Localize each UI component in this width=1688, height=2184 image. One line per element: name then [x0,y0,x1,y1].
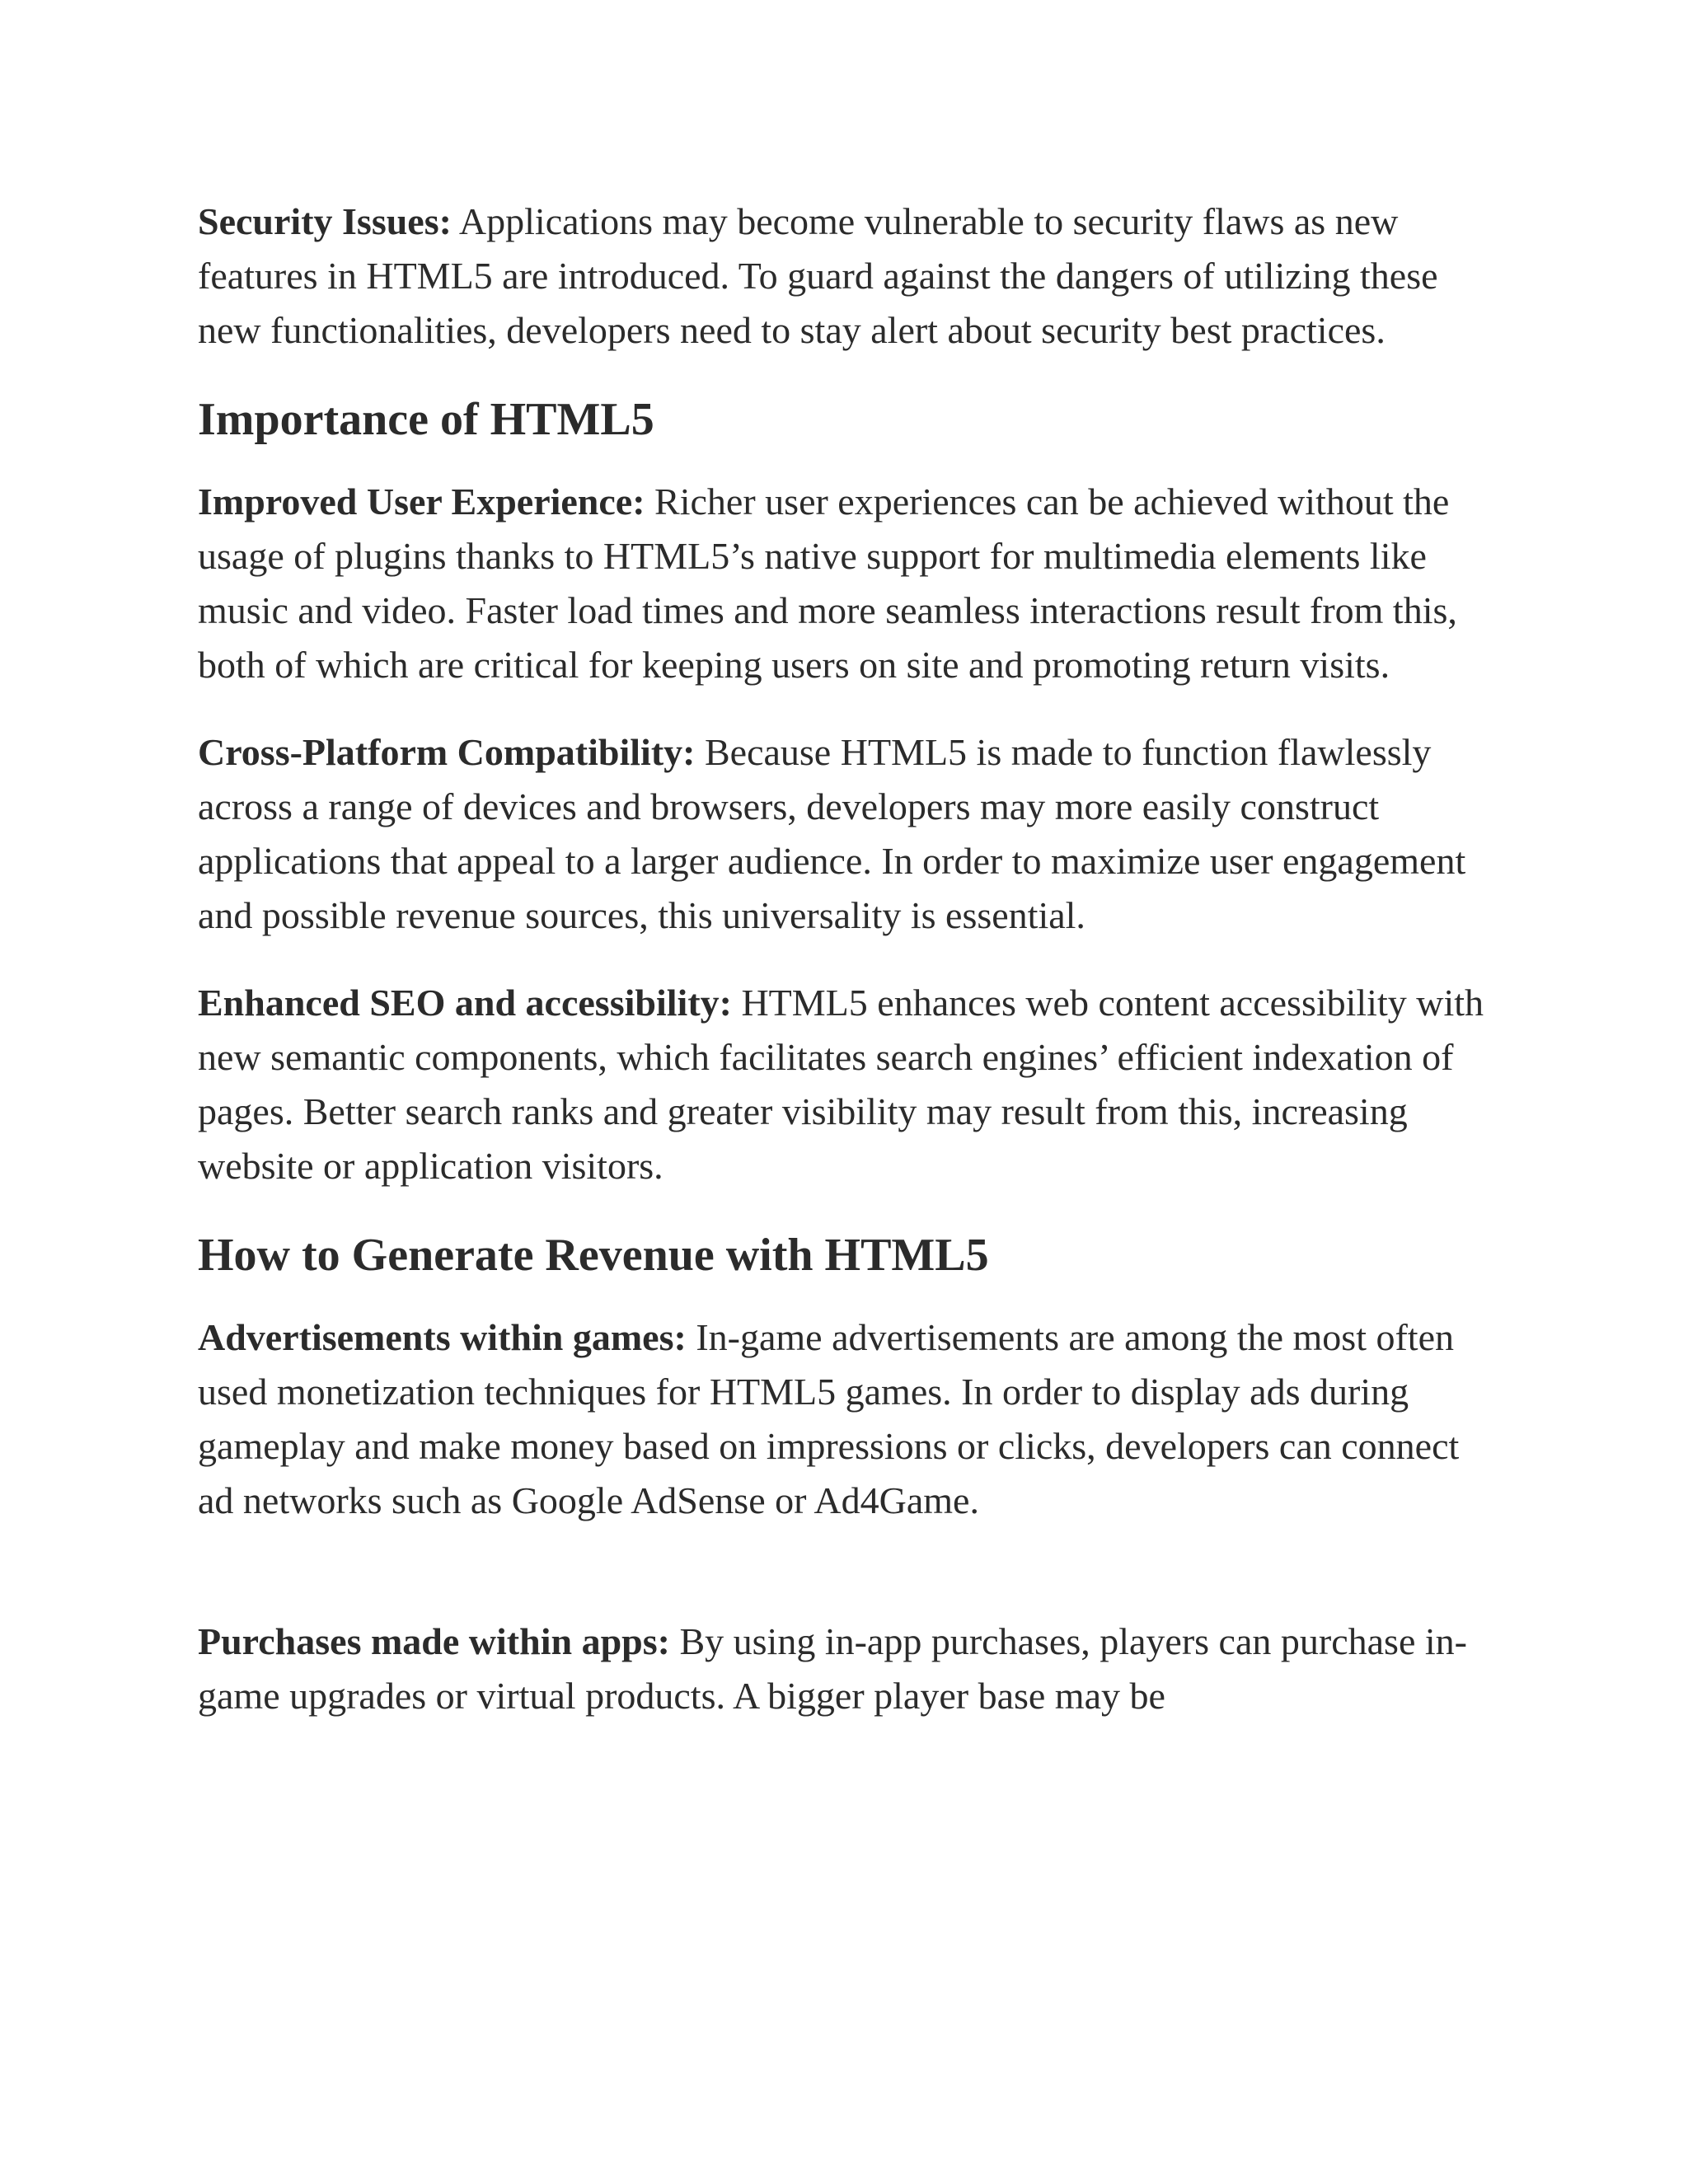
heading-revenue: How to Generate Revenue with HTML5 [198,1230,989,1281]
document-page [198,194,1500,1723]
paragraph-lead: Advertisements within games: [198,1316,687,1358]
paragraph-body: Richer user experiences can be achieved without the usage of plugins thanks to HTML5’s native support for multimedia elements like music and video. Faster load times and more seamless interactions result from this, both of which are critical for keeping users on site and promoting return visits. [198,480,1457,686]
paragraph-lead: Cross-Platform Compatibility: [198,731,696,773]
paragraph-lead: Improved User Experience: [198,480,645,523]
paragraph-body: Because HTML5 is made to function flawlessly across a range of devices and browsers, developers may more easily construct applications that appeal to a larger audience. In order to maximize user engagement and possible revenue sources, this universality is essential. [198,731,1466,936]
paragraph-cross-platform [198,725,1500,943]
paragraph-body: In-game advertisements are among the most often used monetization techniques for HTML5 games. In order to display ads during gameplay and make money based on impressions or clicks, developers can connect ad networks such as Google AdSense or Ad4Game. [198,1316,1460,1521]
paragraph-body: HTML5 enhances web content accessibility with new semantic components, which facilitates search engines’ efficient indexation of pages. Better search ranks and greater visibility may result from this, increasing website or application visitors. [198,982,1484,1187]
paragraph-user-experience [198,475,1500,692]
paragraph-body: By using in-app purchases, players can purchase in-game upgrades or virtual products. A bigger player base may be [198,1620,1467,1717]
paragraph-lead: Security Issues: [198,200,452,242]
paragraph-advertisements [198,1310,1500,1528]
paragraph-in-app-purchases [198,1615,1500,1723]
paragraph-seo-accessibility [198,976,1500,1193]
paragraph-lead: Enhanced SEO and accessibility: [198,982,732,1024]
paragraph-lead: Purchases made within apps: [198,1620,670,1662]
paragraph-body: Applications may become vulnerable to security flaws as new features in HTML5 are introduced. To guard against the dangers of utilizing these new functionalities, developers need to stay alert about security best practices. [198,200,1438,351]
paragraph-security-issues [198,194,1500,358]
heading-importance: Importance of HTML5 [198,394,654,445]
